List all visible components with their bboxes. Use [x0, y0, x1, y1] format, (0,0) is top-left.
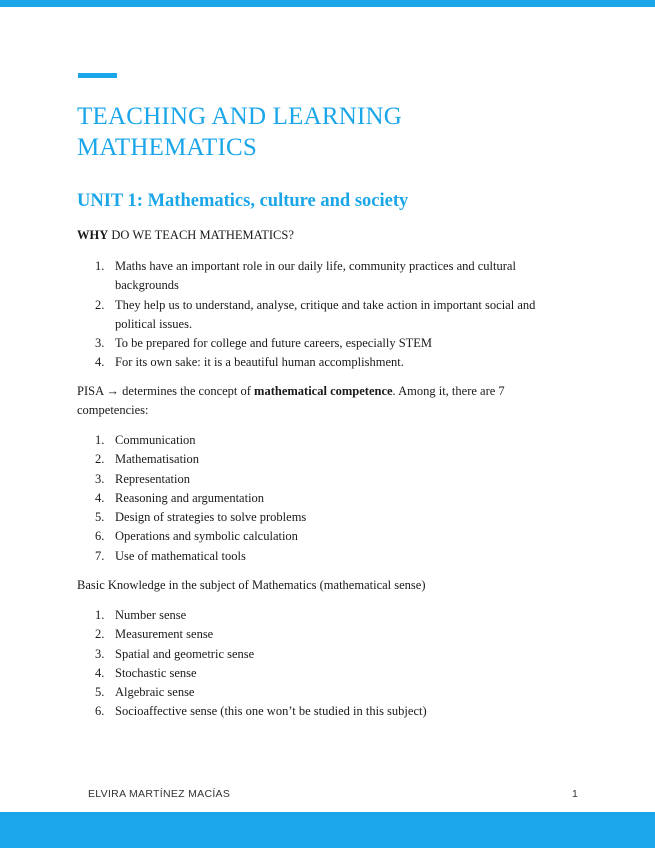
why-heading-bold: WHY [77, 228, 109, 242]
senses-list [77, 606, 557, 722]
list-item-text: Operations and symbolic calculation [115, 529, 298, 544]
unit-heading: UNIT 1: Mathematics, culture and society [77, 191, 409, 211]
title-line-1: TEACHING AND LEARNING [77, 103, 403, 130]
list-item-text: Design of strategies to solve problems [115, 510, 307, 525]
list-item [77, 470, 557, 489]
list-item-text: Spatial and geometric sense [115, 646, 255, 661]
list-item-text: For its own sake: it is a beautiful human accomplishment. [115, 355, 404, 370]
list-item-text: Use of mathematical tools [115, 548, 246, 563]
list-number: 5. [95, 510, 105, 525]
list-number: 5. [95, 685, 105, 700]
list-number: 1. [95, 433, 105, 447]
list-item-text: Representation [115, 471, 190, 486]
list-number: 1. [95, 608, 105, 622]
list-number: 1. [95, 259, 105, 273]
list-item [77, 353, 557, 372]
list-item-text: Communication [115, 433, 196, 447]
header-bar [0, 0, 655, 7]
list-item [77, 431, 557, 450]
list-item [77, 508, 557, 527]
list-number: 2. [95, 297, 105, 312]
footer-author: ELVIRA MARTÍNEZ MACÍAS [88, 788, 231, 800]
list-item-text: Algebraic sense [115, 685, 195, 700]
list-item-text: Mathematisation [115, 452, 200, 467]
list-number: 7. [95, 548, 105, 563]
list-item [77, 257, 557, 296]
list-item-text: They help us to understand, analyse, critique and take action in important social and political issues. [115, 297, 536, 331]
list-item-text: Reasoning and argumentation [115, 490, 265, 505]
list-item [77, 296, 557, 335]
why-list [77, 257, 557, 373]
list-number: 4. [95, 355, 105, 370]
list-number: 3. [95, 646, 105, 661]
list-number: 3. [95, 471, 105, 486]
list-item-text: Maths have an important role in our daily life, community practices and cultural backgrounds [115, 259, 516, 293]
list-item [77, 489, 557, 508]
list-number: 4. [95, 665, 105, 680]
list-item-text: To be prepared for college and future careers, especially STEM [115, 336, 433, 351]
list-item-text: Number sense [115, 608, 187, 622]
list-item [77, 450, 557, 469]
page-number: 1 [572, 788, 578, 800]
why-heading [77, 226, 547, 245]
pisa-bold: mathematical competence [254, 384, 393, 398]
title-accent-line [78, 73, 117, 78]
list-number: 2. [95, 627, 105, 642]
footer-bar [0, 812, 655, 848]
list-item [77, 645, 557, 664]
pisa-suffix: . Among it, there are 7 competencies: [77, 384, 505, 417]
why-heading-rest: DO WE TEACH MATHEMATICS? [108, 228, 294, 242]
document-title [77, 101, 577, 163]
list-item [77, 664, 557, 683]
basic-knowledge-paragraph: Basic Knowledge in the subject of Mathematics (mathematical sense) [77, 578, 426, 592]
list-item-text: Measurement sense [115, 627, 214, 642]
list-number: 6. [95, 704, 105, 719]
list-item [77, 527, 557, 546]
competencies-list [77, 431, 557, 566]
list-item [77, 334, 557, 353]
pisa-paragraph [77, 382, 537, 420]
list-item [77, 606, 557, 625]
title-line-2: MATHEMATICS [77, 134, 257, 161]
list-item [77, 683, 557, 702]
pisa-prefix: PISA → determines the concept of [77, 384, 255, 398]
list-number: 2. [95, 452, 105, 467]
list-item-text: Stochastic sense [115, 665, 197, 680]
list-item [77, 702, 557, 721]
list-number: 3. [95, 336, 105, 351]
list-item [77, 547, 557, 566]
list-item [77, 625, 557, 644]
list-number: 6. [95, 529, 105, 544]
list-item-text: Socioaffective sense (this one won’t be studied in this subject) [115, 704, 427, 719]
list-number: 4. [95, 490, 105, 505]
